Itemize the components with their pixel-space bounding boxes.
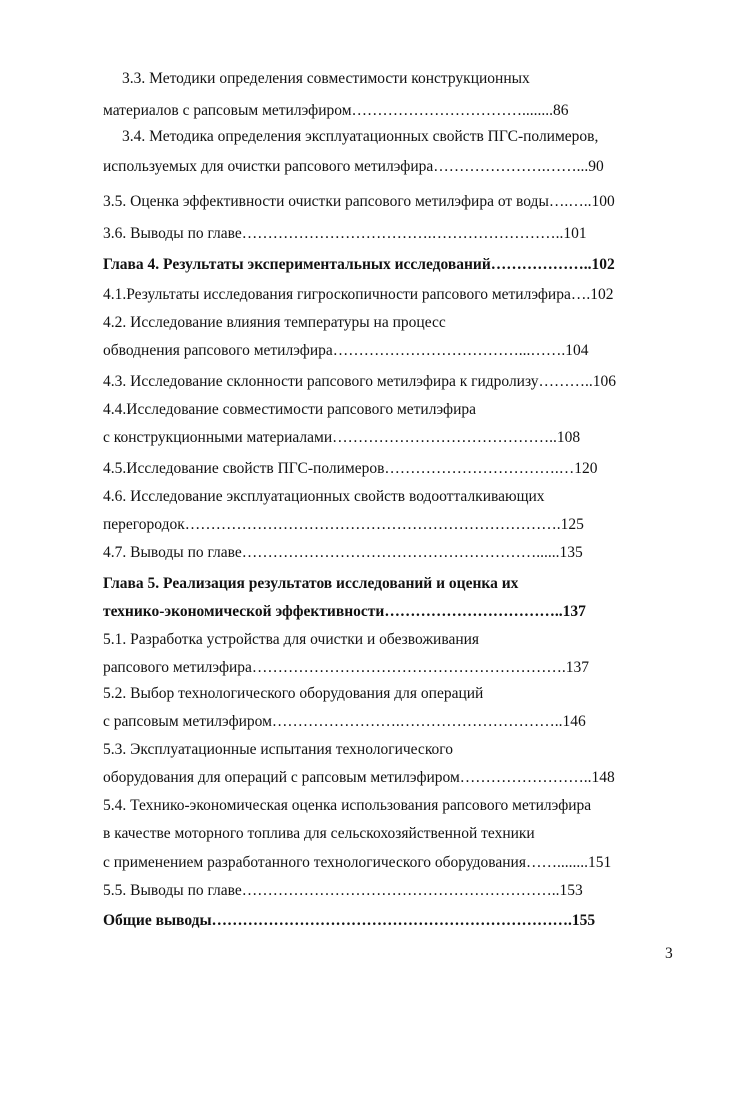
toc-line: 3.3. Методики определения совместимости конструкционных: [122, 70, 530, 87]
toc-line: 4.7. Выводы по главе…………………………………………………......135: [103, 544, 583, 561]
toc-line: 5.3. Эксплуатационные испытания технологического: [103, 741, 454, 758]
toc-line: 4.1.Результаты исследования гигроскопичности рапсового метилэфира….102: [103, 286, 614, 303]
toc-chapter-line: Общие выводы…………………………………………………………….155: [103, 912, 596, 929]
toc-line: в качестве моторного топлива для сельскохозяйственной техники: [103, 825, 535, 842]
toc-line: рапсового метилэфира…………………………………………………….137: [103, 659, 590, 676]
toc-line: 3.6. Выводы по главе……………………………….……………………..101: [103, 225, 587, 242]
toc-line: с применением разработанного технологического оборудования……........151: [103, 854, 612, 871]
toc-line: обводнения рапсового метилэфира………………………………...…….104: [103, 342, 589, 359]
toc-line: 4.2. Исследование влияния температуры на процесс: [103, 314, 446, 331]
toc-line: с рапсовым метилэфиром…………………….…………………………..146: [103, 713, 586, 730]
toc-line: 5.1. Разработка устройства для очистки и обезвоживания: [103, 631, 480, 648]
toc-chapter-line: технико-экономической эффективности……………………………..137: [103, 603, 586, 620]
toc-line: с конструкционными материалами……………………………………..108: [103, 429, 581, 446]
toc-line: 3.4. Методика определения эксплуатационных свойств ПГС-полимеров,: [122, 128, 599, 145]
toc-line: 3.5. Оценка эффективности очистки рапсового метилэфира от воды….…..100: [103, 193, 615, 210]
toc-line: 5.5. Выводы по главе……………………………………………………..153: [103, 882, 583, 899]
toc-line: 5.2. Выбор технологического оборудования для операций: [103, 685, 484, 702]
toc-line: 5.4. Технико-экономическая оценка использования рапсового метилэфира: [103, 797, 592, 814]
toc-line: 4.5.Исследование свойств ПГС-полимеров…………………………….…120: [103, 460, 598, 477]
toc-chapter-line: Глава 4. Результаты экспериментальных исследований………………..102: [103, 256, 615, 273]
toc-line: материалов с рапсовым метилэфиром……………………………........86: [103, 102, 569, 119]
toc-chapter-line: Глава 5. Реализация результатов исследований и оценка их: [103, 575, 519, 592]
page-number: 3: [665, 945, 673, 962]
toc-line: 4.4.Исследование совместимости рапсового метилэфира: [103, 401, 476, 418]
toc-line: перегородок……………………………………………………………….125: [103, 516, 584, 533]
toc-line: оборудования для операций с рапсовым метилэфиром……………………..148: [103, 769, 615, 786]
toc-line: используемых для очистки рапсового метилэфира………………….……...90: [103, 158, 604, 175]
toc-line: 4.6. Исследование эксплуатационных свойств водоотталкивающих: [103, 488, 545, 505]
toc-line: 4.3. Исследование склонности рапсового метилэфира к гидролизу………..106: [103, 373, 617, 390]
